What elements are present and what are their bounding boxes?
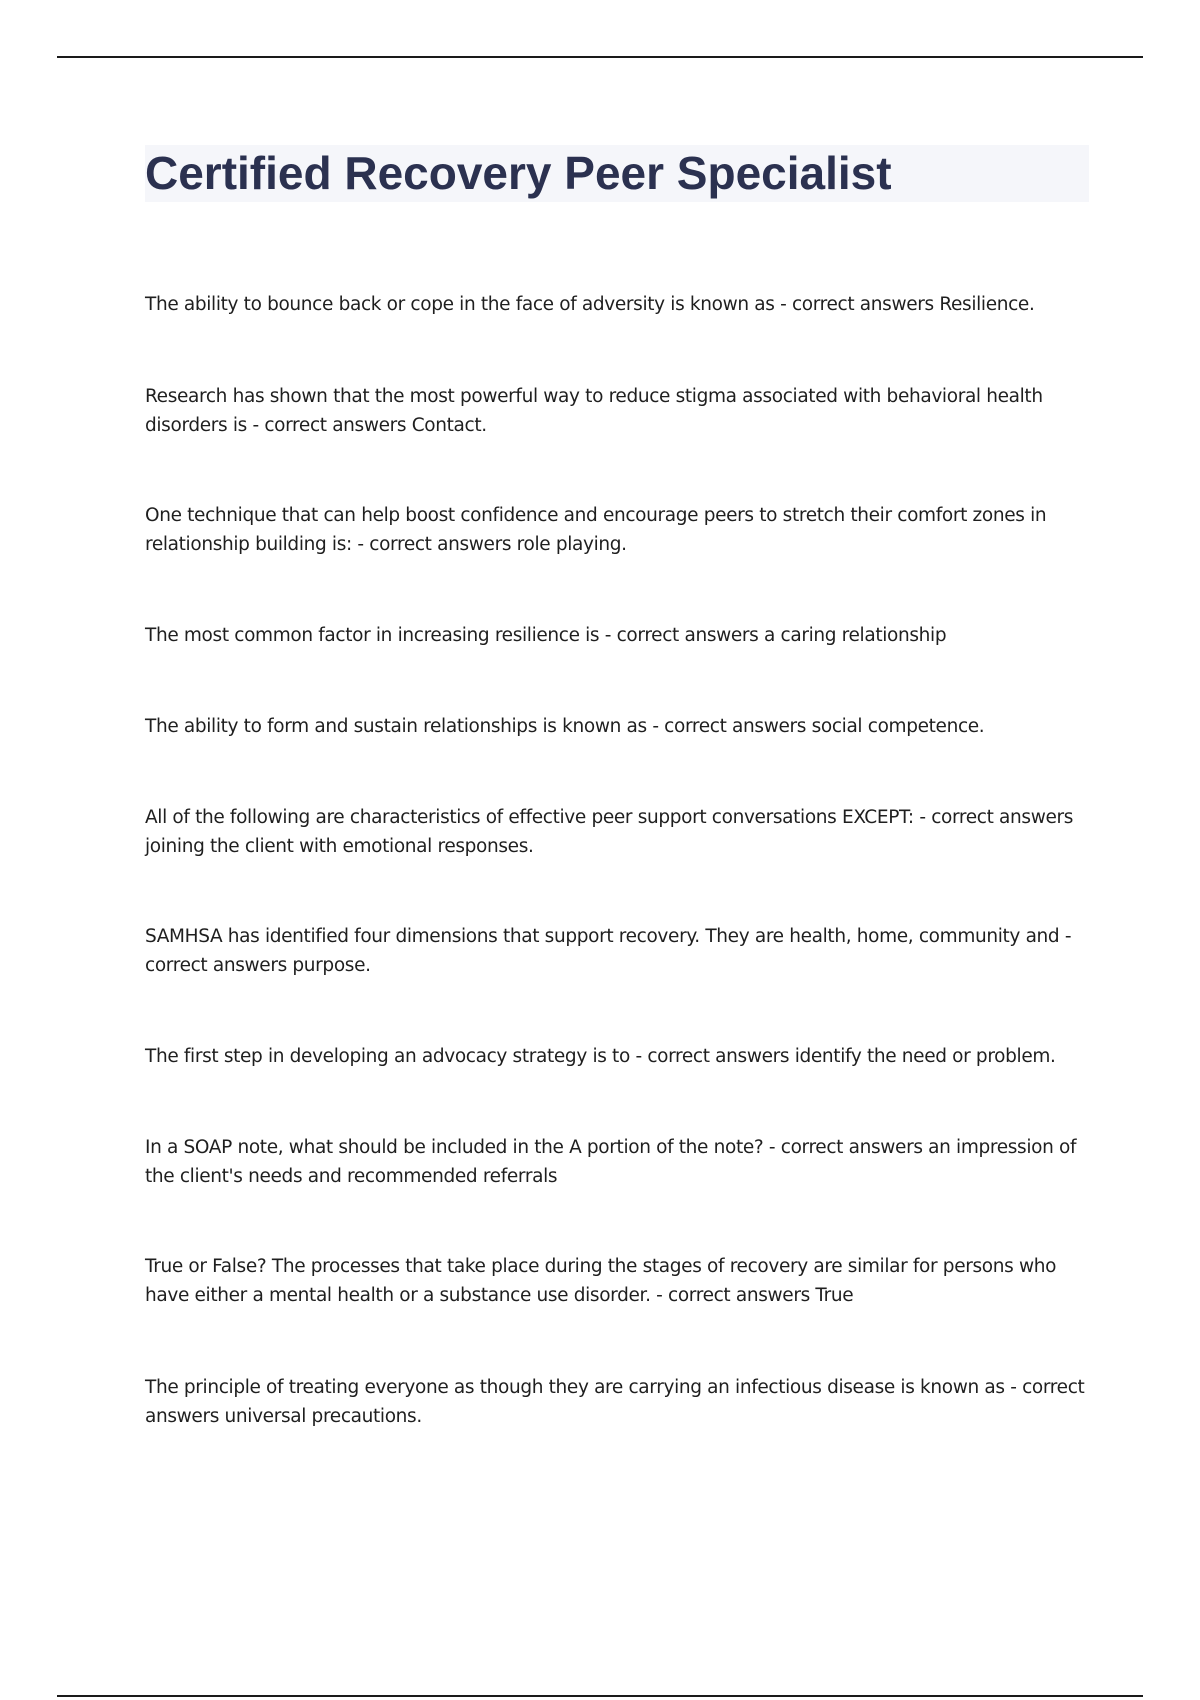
document-title: Certified Recovery Peer Specialist — [145, 147, 892, 199]
qa-item-7: SAMHSA has identified four dimensions that support recovery. They are health, home, community and - correct answers purpose. — [145, 926, 1072, 976]
top-rule — [57, 56, 1143, 58]
qa-item-4: The most common factor in increasing resilience is - correct answers a caring relationship — [145, 625, 947, 646]
qa-item-11: The principle of treating everyone as though they are carrying an infectious disease is known as - correct answers universal precautions. — [145, 1377, 1085, 1427]
qa-item-6: All of the following are characteristics of effective peer support conversations EXCEPT: - correct answers joining the client with emotional responses. — [145, 807, 1074, 857]
qa-item-3: One technique that can help boost confidence and encourage peers to stretch their comfort zones in relationship building is: - correct answers role playing. — [145, 505, 1047, 555]
bottom-rule — [57, 1695, 1143, 1697]
qa-item-9: In a SOAP note, what should be included in the A portion of the note? - correct answers an impression of the client's needs and recommended referrals — [145, 1137, 1077, 1187]
qa-item-10: True or False? The processes that take place during the stages of recovery are similar for persons who have either a mental health or a substance use disorder. - correct answers True — [145, 1256, 1057, 1306]
qa-item-1: The ability to bounce back or cope in the face of adversity is known as - correct answers Resilience. — [145, 294, 1035, 315]
qa-item-2: Research has shown that the most powerful way to reduce stigma associated with behavioral health disorders is - correct answers Contact. — [145, 386, 1043, 436]
qa-item-8: The first step in developing an advocacy strategy is to - correct answers identify the need or problem. — [145, 1046, 1056, 1067]
qa-item-5: The ability to form and sustain relationships is known as - correct answers social competence. — [145, 716, 985, 737]
